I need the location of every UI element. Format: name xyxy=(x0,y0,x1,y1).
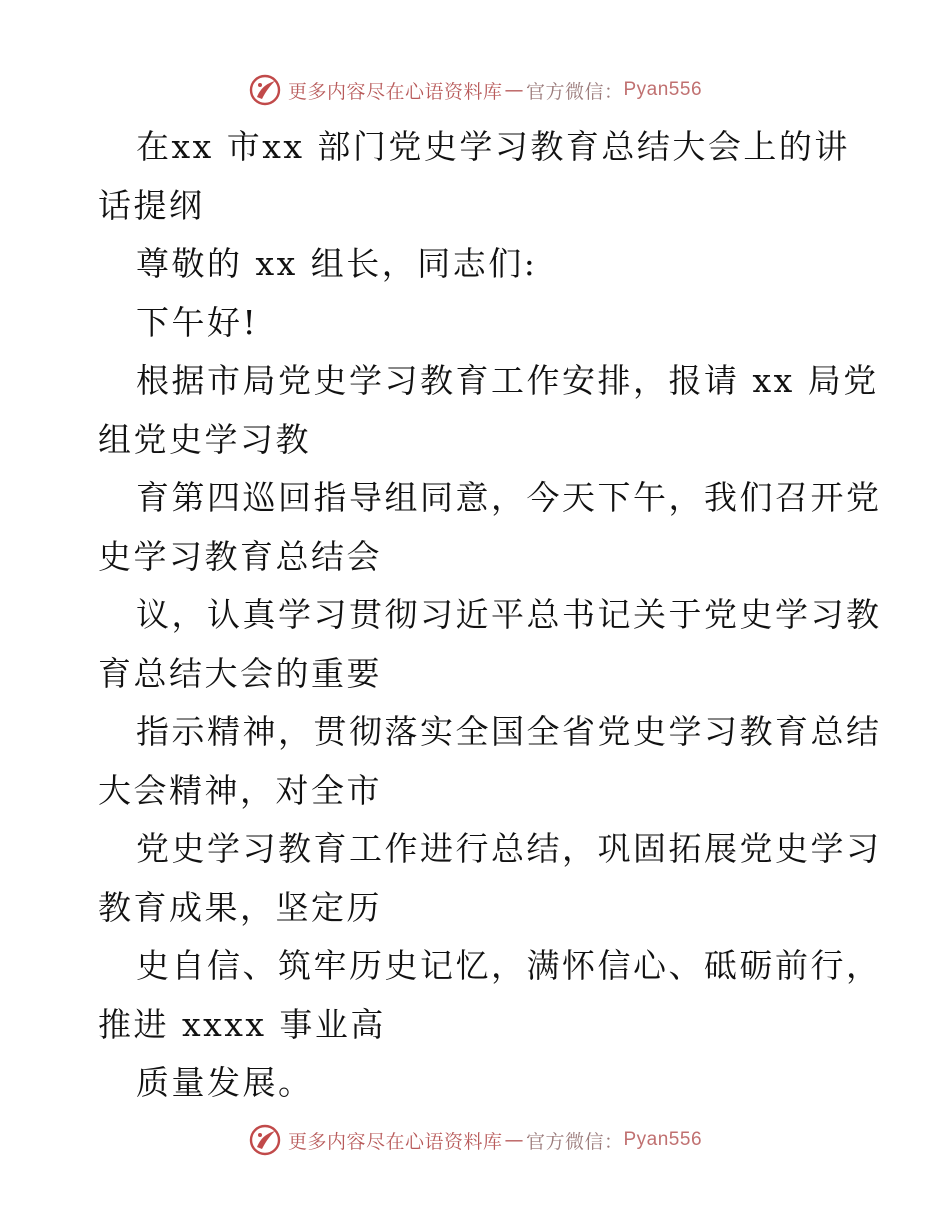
watermark-dash: — xyxy=(504,79,524,101)
logo-icon xyxy=(248,1123,282,1157)
watermark-left-text: 更多内容尽在心语资料库 xyxy=(287,80,503,103)
text-line: 下午好! xyxy=(136,302,259,342)
header-watermark xyxy=(0,70,950,110)
document-body xyxy=(98,118,882,1113)
watermark-right-text: 官方微信： xyxy=(525,1130,624,1153)
text-line: 话提纲 xyxy=(98,185,205,225)
text-line: 议，认真学习贯彻习近平总书记关于党史学习教 xyxy=(136,595,882,634)
text-line: 史学习教育总结会 xyxy=(98,536,382,576)
text-line: 指示精神，贯彻落实全国全省党史学习教育总结 xyxy=(136,712,882,751)
watermark-dash: — xyxy=(504,1129,524,1151)
watermark-right-text: 官方微信： xyxy=(525,80,624,103)
text-line: 大会精神，对全市 xyxy=(98,770,382,810)
text-line: 党史学习教育工作进行总结，巩固拓展党史学习 xyxy=(136,829,882,868)
logo-icon xyxy=(248,73,282,107)
text-line: 尊敬的 xx 组长，同志们: xyxy=(136,244,538,283)
watermark-id: Pyan556 xyxy=(623,1129,703,1150)
watermark-left-text: 更多内容尽在心语资料库 xyxy=(287,1130,503,1153)
text-line: 根据市局党史学习教育工作安排，报请 xx 局党 xyxy=(136,361,879,400)
text-line: 组党史学习教 xyxy=(98,419,311,459)
text-line: 史自信、筑牢历史记忆，满怀信心、砥砺前行， xyxy=(136,946,882,985)
text-line: 质量发展。 xyxy=(136,1063,314,1102)
footer-watermark xyxy=(0,1120,950,1160)
watermark-id: Pyan556 xyxy=(623,79,703,100)
text-line: 推进 xxxx 事业高 xyxy=(98,1004,386,1044)
text-line: 育总结大会的重要 xyxy=(98,653,382,693)
text-line: 育第四巡回指导组同意，今天下午，我们召开党 xyxy=(136,478,882,517)
text-line: 在xx 市xx 部门党史学习教育总结大会上的讲 xyxy=(136,127,850,166)
text-line: 教育成果，坚定历 xyxy=(98,887,382,927)
